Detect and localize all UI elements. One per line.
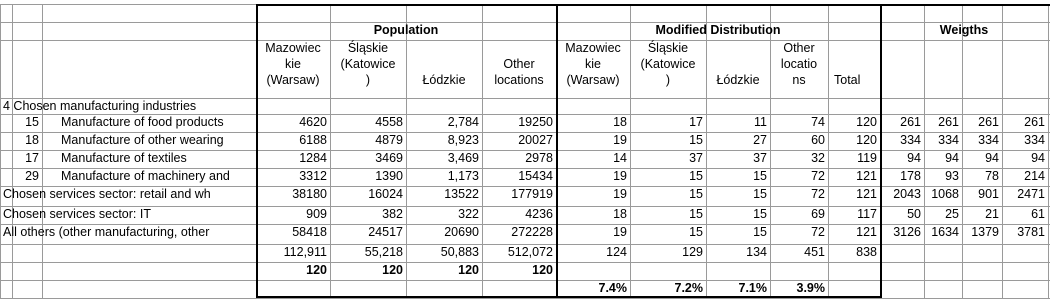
weight-value[interactable]: 334 — [978, 133, 999, 147]
row-code[interactable]: 29 — [25, 169, 39, 183]
population-value[interactable]: 4236 — [525, 207, 553, 221]
population-value[interactable]: 322 — [458, 207, 479, 221]
bold-value[interactable]: 120 — [458, 263, 479, 277]
row-label[interactable]: Manufacture of textiles — [61, 151, 187, 165]
percent-value[interactable]: 7.1% — [738, 281, 767, 295]
modified-value[interactable]: 121 — [856, 225, 877, 239]
modified-total[interactable]: 134 — [746, 245, 767, 259]
population-total[interactable]: 55,218 — [364, 245, 403, 259]
weight-value[interactable]: 94 — [985, 151, 999, 165]
population-total[interactable]: 112,911 — [283, 245, 327, 259]
grid-line — [880, 4, 1050, 6]
population-value[interactable]: 1,173 — [447, 169, 479, 183]
modified-value[interactable]: 121 — [856, 169, 877, 183]
modified-col-header-0[interactable]: Mazowiec kie (Warsaw) — [565, 41, 621, 87]
modified-value[interactable]: 14 — [613, 151, 627, 165]
population-col-header-1[interactable]: Śląskie (Katowice ) — [340, 41, 396, 87]
weight-value[interactable]: 21 — [985, 207, 999, 221]
population-value[interactable]: 2,784 — [447, 115, 479, 129]
weight-value[interactable]: 334 — [1024, 133, 1045, 147]
population-value[interactable]: 272228 — [511, 225, 553, 239]
weight-value[interactable]: 78 — [985, 169, 999, 183]
grid-line — [0, 280, 1050, 281]
bold-value[interactable]: 120 — [532, 263, 553, 277]
modified-value[interactable]: 15 — [753, 207, 767, 221]
modified-value[interactable]: 19 — [613, 133, 627, 147]
modified-total[interactable]: 124 — [606, 245, 627, 259]
population-value[interactable]: 13522 — [444, 187, 479, 201]
modified-value[interactable]: 27 — [753, 133, 767, 147]
modified-value[interactable]: 74 — [811, 115, 825, 129]
modified-value[interactable]: 120 — [856, 115, 877, 129]
weight-value[interactable]: 94 — [907, 151, 921, 165]
bold-value[interactable]: 120 — [306, 263, 327, 277]
population-value[interactable]: 8,923 — [447, 133, 479, 147]
population-total[interactable]: 512,072 — [507, 245, 553, 259]
modified-value[interactable]: 72 — [811, 187, 825, 201]
modified-value[interactable]: 72 — [811, 225, 825, 239]
modified-value[interactable]: 15 — [689, 225, 703, 239]
weight-value[interactable]: 261 — [938, 115, 959, 129]
modified-value[interactable]: 60 — [811, 133, 825, 147]
population-value[interactable]: 16024 — [368, 187, 403, 201]
weight-value[interactable]: 3126 — [893, 225, 921, 239]
population-value[interactable]: 382 — [382, 207, 403, 221]
population-value[interactable]: 4879 — [375, 133, 403, 147]
grid-line — [0, 298, 1050, 299]
population-value[interactable]: 15434 — [518, 169, 553, 183]
population-col-header-0[interactable]: Mazowiec kie (Warsaw) — [265, 41, 321, 87]
row-label[interactable]: Chosen services sector: retail and wh — [3, 187, 211, 201]
weight-value[interactable]: 25 — [945, 207, 959, 221]
population-value[interactable]: 1284 — [299, 151, 327, 165]
weight-value[interactable]: 2043 — [893, 187, 921, 201]
weight-value[interactable]: 94 — [1031, 151, 1045, 165]
modified-value[interactable]: 15 — [689, 187, 703, 201]
population-value[interactable]: 3312 — [299, 169, 327, 183]
row-code[interactable]: 15 — [25, 115, 39, 129]
weight-value[interactable]: 3781 — [1017, 225, 1045, 239]
population-value[interactable]: 6188 — [299, 133, 327, 147]
population-col-header-2[interactable]: Łódzkie — [422, 73, 466, 87]
weight-value[interactable]: 61 — [1031, 207, 1045, 221]
row-code[interactable]: 18 — [25, 133, 39, 147]
modified-value[interactable]: 121 — [856, 187, 877, 201]
row-label[interactable]: Manufacture of machinery and — [61, 169, 230, 183]
weight-value[interactable]: 1068 — [931, 187, 959, 201]
modified-value[interactable]: 15 — [753, 225, 767, 239]
weight-value[interactable]: 334 — [900, 133, 921, 147]
grid-line — [1048, 4, 1049, 298]
population-value[interactable]: 20690 — [444, 225, 479, 239]
modified-value[interactable]: 117 — [857, 207, 877, 221]
grid-line — [256, 4, 880, 6]
row-code[interactable]: 17 — [25, 151, 39, 165]
population-value[interactable]: 3469 — [375, 151, 403, 165]
population-value[interactable]: 4620 — [299, 115, 327, 129]
modified-total[interactable]: 838 — [856, 245, 877, 259]
modified-value[interactable]: 15 — [689, 133, 703, 147]
weight-value[interactable]: 901 — [978, 187, 999, 201]
row-label[interactable]: Chosen services sector: IT — [3, 207, 151, 221]
weight-value[interactable]: 261 — [1024, 115, 1045, 129]
population-value[interactable]: 3,469 — [447, 151, 479, 165]
population-value[interactable]: 24517 — [368, 225, 403, 239]
percent-value[interactable]: 7.4% — [598, 281, 627, 295]
modified-value[interactable]: 15 — [753, 187, 767, 201]
modified-col-header-2[interactable]: Łódzkie — [716, 73, 760, 87]
row-label[interactable]: Manufacture of food products — [61, 115, 224, 129]
population-value[interactable]: 177919 — [511, 187, 553, 201]
population-value[interactable]: 58418 — [292, 225, 327, 239]
grid-line — [0, 4, 1, 298]
population-value[interactable]: 38180 — [292, 187, 327, 201]
modified-value[interactable]: 19 — [613, 169, 627, 183]
weight-value[interactable]: 261 — [978, 115, 999, 129]
modified-value[interactable]: 69 — [811, 207, 825, 221]
modified-value[interactable]: 72 — [811, 169, 825, 183]
population-col-header-3[interactable]: Other locations — [494, 57, 544, 87]
modified-value[interactable]: 120 — [856, 133, 877, 147]
weight-value[interactable]: 261 — [900, 115, 921, 129]
modified-value[interactable]: 32 — [811, 151, 825, 165]
weight-value[interactable]: 214 — [1024, 169, 1045, 183]
row-label[interactable]: Manufacture of other wearing — [61, 133, 224, 147]
modified-value[interactable]: 15 — [689, 169, 703, 183]
population-value[interactable]: 1390 — [375, 169, 403, 183]
modified-col-header-4[interactable]: Total — [834, 73, 861, 87]
grid-line — [42, 4, 43, 298]
modified-value[interactable]: 15 — [753, 169, 767, 183]
percent-value[interactable]: 3.9% — [796, 281, 825, 295]
modified-total[interactable]: 129 — [682, 245, 703, 259]
modified-total[interactable]: 451 — [804, 245, 825, 259]
row-label[interactable]: All others (other manufacturing, other — [3, 225, 210, 239]
population-value[interactable]: 2978 — [525, 151, 553, 165]
modified-value[interactable]: 11 — [754, 115, 767, 129]
modified-value[interactable]: 17 — [689, 115, 703, 129]
modified-col-header-1[interactable]: Śląskie (Katowice ) — [640, 41, 696, 87]
weight-value[interactable]: 1634 — [931, 225, 959, 239]
weight-value[interactable]: 94 — [945, 151, 959, 165]
bold-value[interactable]: 120 — [382, 263, 403, 277]
population-value[interactable]: 4558 — [375, 115, 403, 129]
weight-value[interactable]: 2471 — [1017, 187, 1045, 201]
modified-value[interactable]: 19 — [613, 187, 627, 201]
weight-value[interactable]: 1379 — [971, 225, 999, 239]
weight-value[interactable]: 334 — [938, 133, 959, 147]
modified-distribution-header[interactable]: Modified Distribution — [655, 23, 781, 37]
modified-value[interactable]: 37 — [753, 151, 767, 165]
weight-value[interactable]: 93 — [945, 169, 959, 183]
weight-value[interactable]: 178 — [900, 169, 921, 183]
modified-value[interactable]: 15 — [689, 207, 703, 221]
modified-value[interactable]: 18 — [613, 207, 627, 221]
modified-value[interactable]: 18 — [613, 115, 627, 129]
modified-value[interactable]: 19 — [613, 225, 627, 239]
population-value[interactable]: 19250 — [518, 115, 553, 129]
population-value[interactable]: 20027 — [518, 133, 553, 147]
modified-value[interactable]: 119 — [857, 151, 877, 165]
modified-col-header-3[interactable]: Other locatio ns — [780, 41, 818, 87]
population-value[interactable]: 909 — [306, 207, 327, 221]
weights-header[interactable]: Weigths — [939, 23, 989, 37]
population-header[interactable]: Population — [373, 23, 439, 37]
weight-value[interactable]: 50 — [907, 207, 921, 221]
modified-value[interactable]: 37 — [689, 151, 703, 165]
section-label[interactable]: 4 Chosen manufacturing industries — [3, 99, 197, 113]
percent-value[interactable]: 7.2% — [674, 281, 703, 295]
population-total[interactable]: 50,883 — [440, 245, 479, 259]
